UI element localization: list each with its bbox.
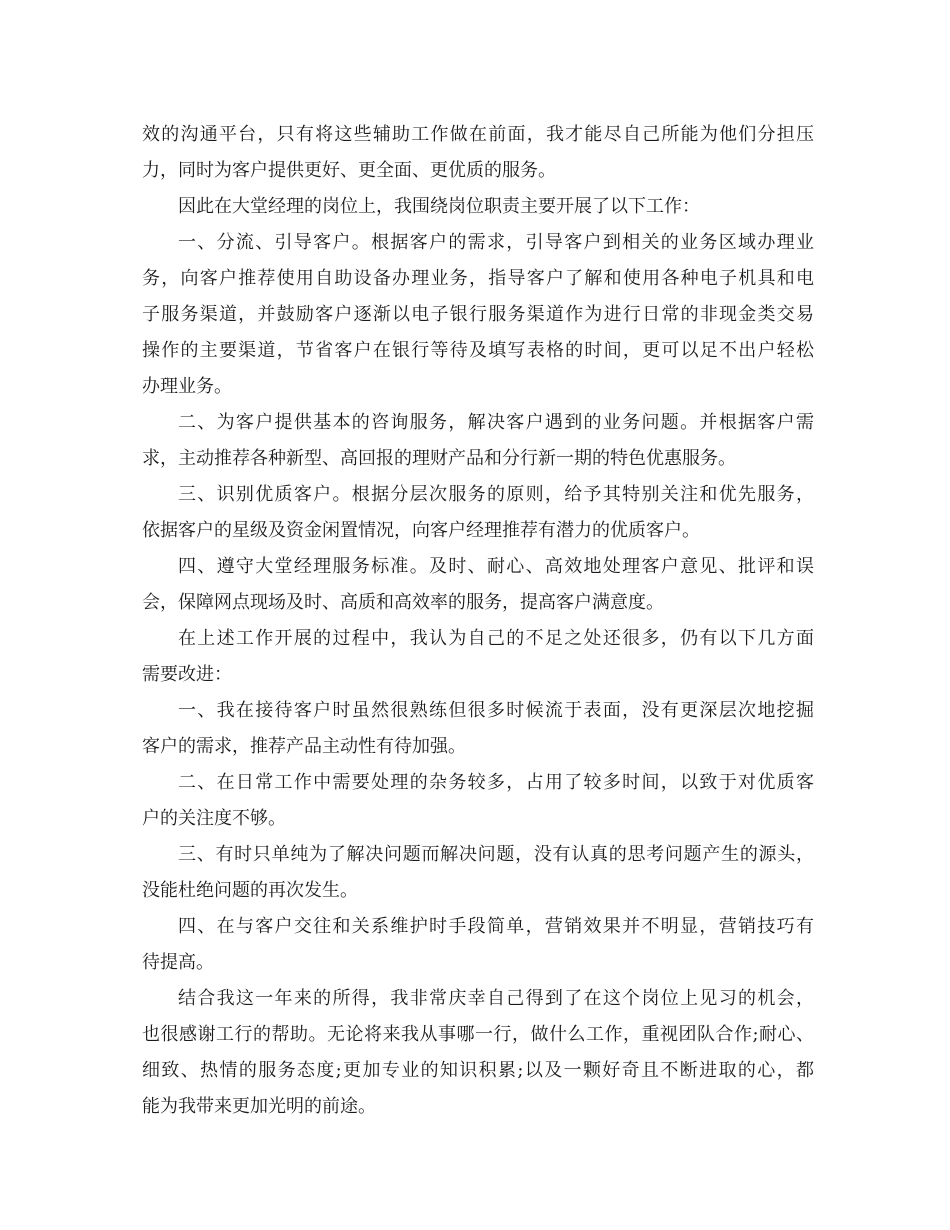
text-line: 一、我在接待客户时虽然很熟练但很多时候流于表面，没有更深层次地挖掘 [178,700,814,721]
text-line: 没能杜绝问题的再次发生。 [142,880,358,901]
text-line: 户的关注度不够。 [142,808,286,829]
text-line: 因此在大堂经理的岗位上，我围绕岗位职责主要开展了以下工作： [178,196,700,217]
text-line: 子服务渠道，并鼓励客户逐渐以电子银行服务渠道作为进行日常的非现金类交易 [142,304,814,325]
document-body [142,117,814,1125]
text-line: 客户的需求，推荐产品主动性有待加强。 [142,736,466,757]
text-line: 三、有时只单纯为了解决问题而解决问题，没有认真的思考问题产生的源头， [178,844,814,865]
text-line: 操作的主要渠道，节省客户在银行等待及填写表格的时间，更可以足不出户轻松 [142,340,814,361]
text-line: 求，主动推荐各种新型、高回报的理财产品和分行新一期的特色优惠服务。 [142,448,736,469]
text-line: 结合我这一年来的所得，我非常庆幸自己得到了在这个岗位上见习的机会， [178,988,814,1009]
text-line: 也很感谢工行的帮助。无论将来我从事哪一行，做什么工作，重视团队合作;耐心、 [142,1024,814,1045]
text-line: 一、分流、引导客户。根据客户的需求，引导客户到相关的业务区域办理业 [178,232,814,253]
text-line: 力，同时为客户提供更好、更全面、更优质的服务。 [142,160,556,181]
text-line: 二、在日常工作中需要处理的杂务较多，占用了较多时间，以致于对优质客 [178,772,814,793]
text-line: 能为我带来更加光明的前途。 [142,1096,376,1117]
text-line: 办理业务。 [142,376,232,397]
text-line: 二、为客户提供基本的咨询服务，解决客户遇到的业务问题。并根据客户需 [178,412,814,433]
text-line: 依据客户的星级及资金闲置情况，向客户经理推荐有潜力的优质客户。 [142,520,700,541]
text-line: 待提高。 [142,952,214,973]
text-line: 会，保障网点现场及时、高质和高效率的服务，提高客户满意度。 [142,592,664,613]
text-line: 细致、热情的服务态度;更加专业的知识积累;以及一颗好奇且不断进取的心，都 [142,1060,814,1081]
text-line: 在上述工作开展的过程中，我认为自己的不足之处还很多，仍有以下几方面 [178,628,814,649]
text-line: 四、在与客户交往和关系维护时手段简单，营销效果并不明显，营销技巧有 [178,916,814,937]
text-line: 四、遵守大堂经理服务标准。及时、耐心、高效地处理客户意见、批评和误 [178,556,814,577]
text-line: 效的沟通平台，只有将这些辅助工作做在前面，我才能尽自己所能为他们分担压 [142,124,814,145]
text-line: 三、识别优质客户。根据分层次服务的原则，给予其特别关注和优先服务， [178,484,814,505]
text-line: 需要改进： [142,664,232,685]
text-line: 务，向客户推荐使用自助设备办理业务，指导客户了解和使用各种电子机具和电 [142,268,814,289]
